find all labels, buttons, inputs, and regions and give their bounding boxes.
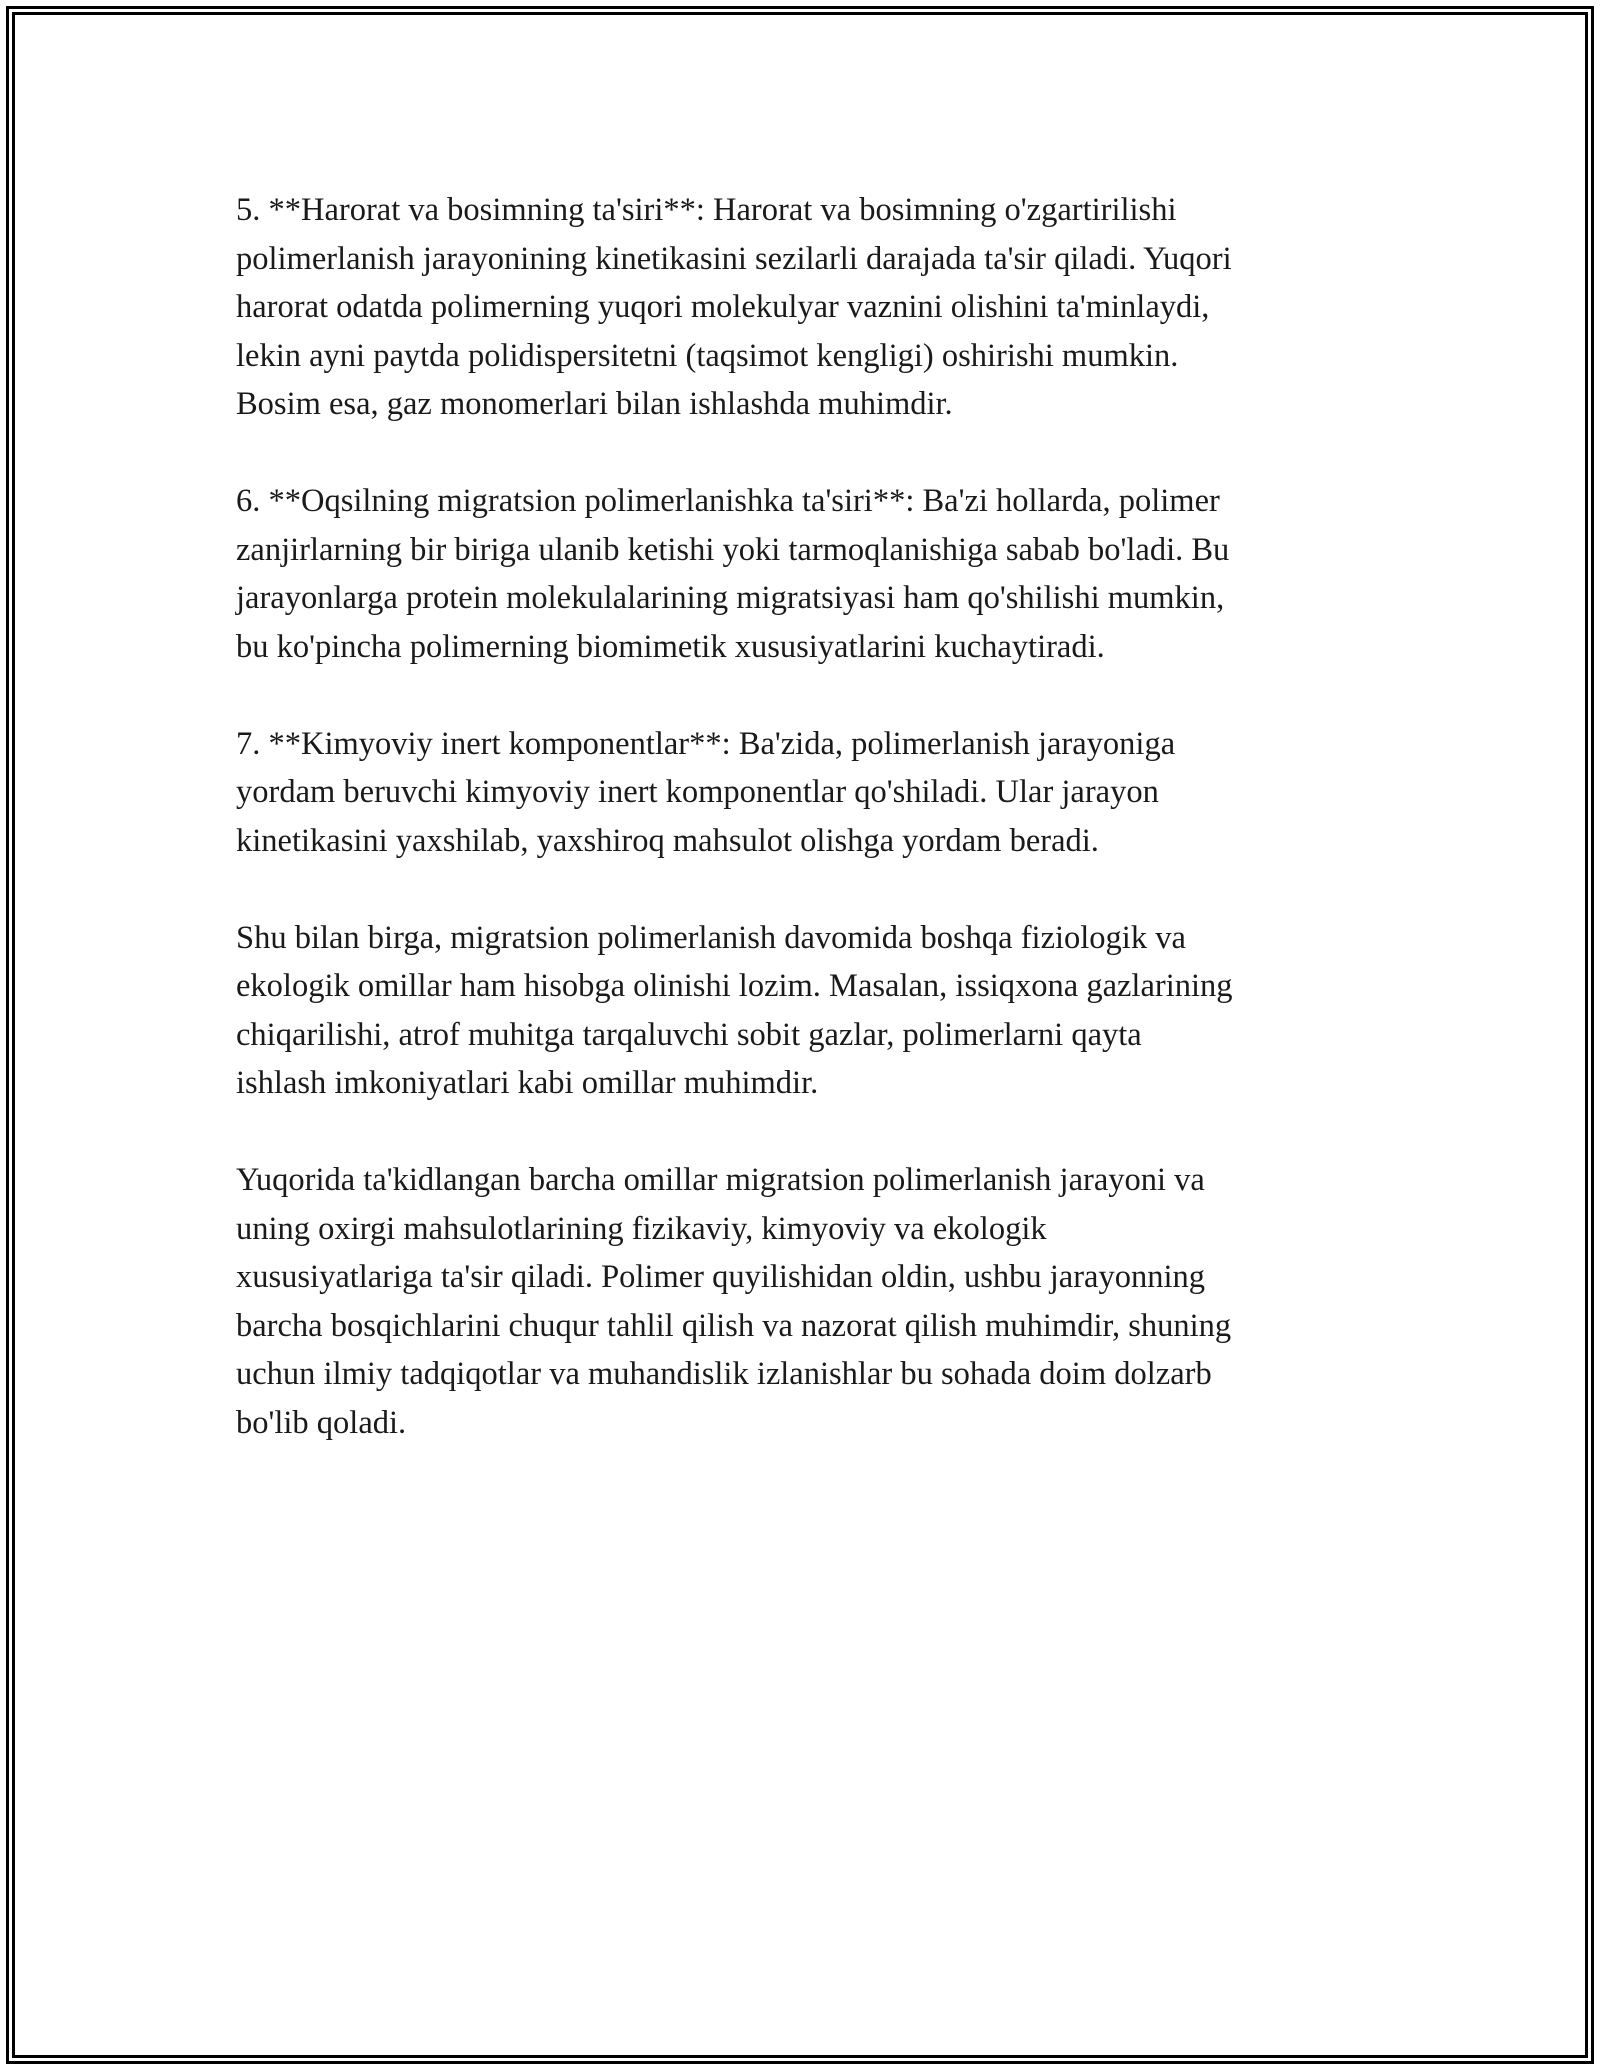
paragraph-other-factors: Shu bilan birga, migratsion polimerlanish davomida boshqa fiziologik va ekologik omillar ham hisobga olinishi lozim. Masalan, issiqxona gazlarining chiqarilishi, atrof muhitga tarqaluvchi sobit gazlar, polimerlarni qayta ishlash imkoniyatlari kabi omillar muhimdir.: [236, 919, 1233, 1101]
paragraph-item-5: 5. **Harorat va bosimning ta'siri**: Harorat va bosimning o'zgartirilishi polimerlanish jarayonining kinetikasini sezilarli darajada ta'sir qiladi. Yuqori harorat odatda polimerning yuqori molekulyar vaznini olishini ta'minlaydi, lekin ayni paytda polidispersitetni (taqsimot kengligi) oshirishi mumkin. Bosim esa, gaz monomerlari bilan ishlashda muhimdir.: [236, 192, 1232, 422]
document-body: [236, 186, 1376, 1447]
paragraph-conclusion: Yuqorida ta'kidlangan barcha omillar migratsion polimerlanish jarayoni va uning oxirgi mahsulotlarining fizikaviy, kimyoviy va ekologik xususiyatlariga ta'sir qiladi. Polimer quyilishidan oldin, ushbu jarayonning barcha bosqichlarini chuqur tahlil qilish va nazorat qilish muhimdir, shuning uchun ilmiy tadqiqotlar va muhandislik izlanishlar bu sohada doim dolzarb bo'lib qoladi.: [236, 1162, 1232, 1441]
paragraph-item-6: 6. **Oqsilning migratsion polimerlanishka ta'siri**: Ba'zi hollarda, polimer zanjirlarning bir biriga ulanib ketishi yoki tarmoqlanishiga sabab bo'ladi. Bu jarayonlarga protein molekulalarining migratsiyasi ham qo'shilishi mumkin, bu ko'pincha polimerning biomimetik xususiyatlarini kuchaytiradi.: [236, 483, 1230, 665]
paragraph-item-7: 7. **Kimyoviy inert komponentlar**: Ba'zida, polimerlanish jarayoniga yordam beruvchi kimyoviy inert komponentlar qo'shiladi. Ular jarayon kinetikasini yaxshilab, yaxshiroq mahsulot olishga yordam beradi.: [236, 725, 1176, 859]
